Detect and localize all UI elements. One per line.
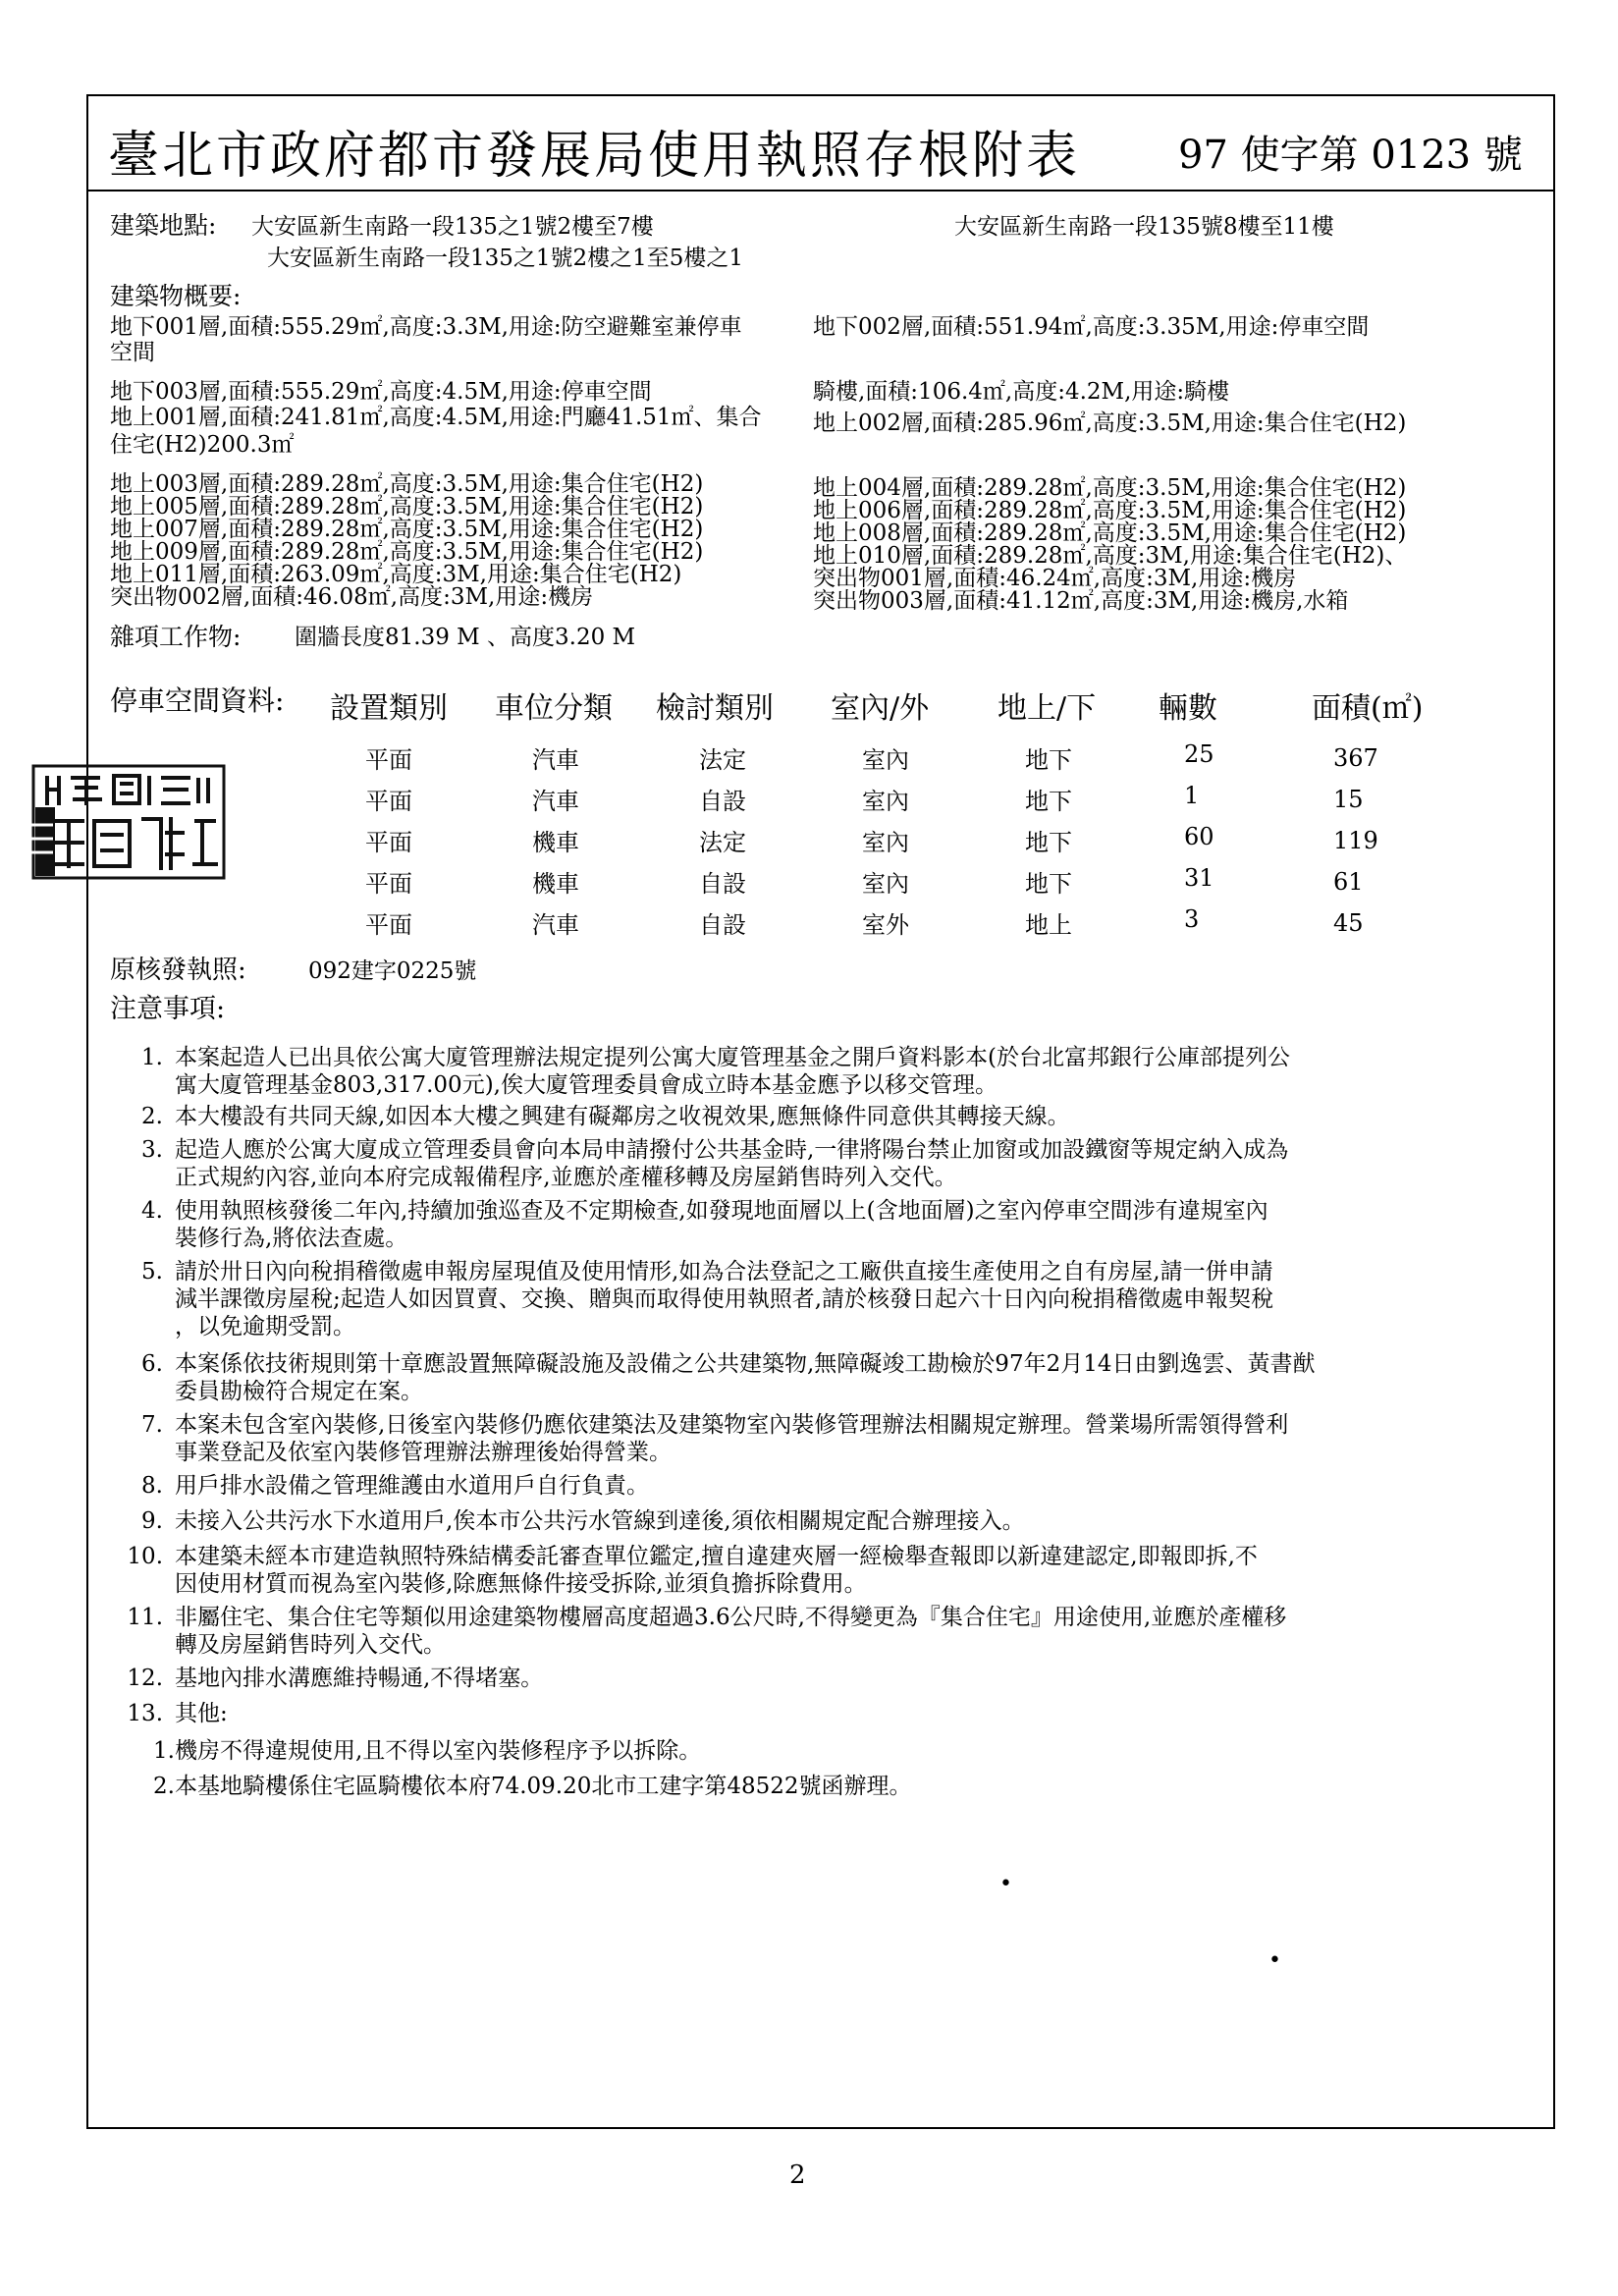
page-number: 2 [789, 2160, 806, 2190]
parking-cell: 室內 [862, 829, 909, 856]
parking-cell: 平面 [365, 911, 412, 939]
parking-cell: 平面 [365, 788, 412, 815]
note-number: 9. [141, 1508, 163, 1534]
note-number: 10. [127, 1544, 163, 1569]
floor-1: 地上001層,面積:241.81㎡,高度:4.5M,用途:門廳41.51㎡、集合 [110, 405, 762, 430]
parking-cell: 法定 [699, 829, 746, 856]
note-number: 7. [141, 1412, 163, 1438]
floor-11: 地上011層,面積:263.09㎡,高度:3M,用途:集合住宅(H2) [110, 562, 682, 587]
parking-cell: 地下 [1025, 746, 1072, 774]
note-line: 其他: [175, 1701, 228, 1726]
floor-5: 地上005層,面積:289.28㎡,高度:3.5M,用途:集合住宅(H2) [110, 494, 704, 519]
penthouse-1: 突出物001層,面積:46.24㎡,高度:3M,用途:機房 [813, 566, 1297, 591]
site-address-3: 大安區新生南路一段135之1號2樓之1至5樓之1 [267, 246, 744, 271]
penthouse-2: 突出物002層,面積:46.08㎡,高度:3M,用途:機房 [110, 584, 594, 610]
floor-3: 地上003層,面積:289.28㎡,高度:3.5M,用途:集合住宅(H2) [110, 471, 704, 497]
note-number: 8. [141, 1473, 163, 1499]
note-line: ，以免逾期受罰。 [175, 1314, 355, 1339]
arcade: 騎樓,面積:106.4㎡,高度:4.2M,用途:騎樓 [813, 379, 1230, 405]
note-line: 正式規約內容,並向本府完成報備程序,並應於產權移轉及房屋銷售時列入交代。 [175, 1165, 957, 1190]
floor-1-cont: 住宅(H2)200.3㎡ [110, 432, 295, 458]
floor-9: 地上009層,面積:289.28㎡,高度:3.5M,用途:集合住宅(H2) [110, 539, 704, 565]
note-line: 基地內排水溝應維持暢通,不得堵塞。 [175, 1666, 544, 1691]
parking-cell: 室內 [862, 746, 909, 774]
parking-cell: 汽車 [532, 788, 579, 815]
misc-value: 圍牆長度81.39 M 、高度3.20 M [295, 625, 636, 650]
note-line: 非屬住宅、集合住宅等類似用途建築物樓層高度超過3.6公尺時,不得變更為『集合住宅』用途使用,並應於產權移 [175, 1605, 1287, 1630]
parking-cell: 機車 [532, 829, 579, 856]
note-number: 5. [141, 1259, 163, 1285]
note-line: 本案未包含室內裝修,日後室內裝修仍應依建築法及建築物室內裝修管理辦法相關規定辦理。營業場所需領得營利 [175, 1412, 1289, 1438]
floor-7: 地上007層,面積:289.28㎡,高度:3.5M,用途:集合住宅(H2) [110, 517, 704, 542]
floor-6: 地上006層,面積:289.28㎡,高度:3.5M,用途:集合住宅(H2) [813, 498, 1407, 523]
overview-label: 建築物概要: [110, 282, 242, 310]
note-line: 裝修行為,將依法查處。 [175, 1226, 408, 1251]
parking-cell: 自設 [699, 911, 746, 939]
note-number: 13. [127, 1701, 163, 1726]
note-line: 本建築未經本市建造執照特殊結構委託審查單位鑑定,擅自違建夾層一經檢舉查報即以新違建認定,即報即拆,不 [175, 1544, 1258, 1569]
note-line: 轉及房屋銷售時列入交代。 [175, 1632, 446, 1658]
parking-cell: 15 [1333, 786, 1364, 813]
note-line: 本案係依技術規則第十章應設置無障礙設施及設備之公共建築物,無障礙竣工勘檢於97年2月14日由劉逸雲、黃書猷 [175, 1351, 1316, 1377]
parking-header-vehicle: 車位分類 [495, 691, 613, 726]
note-line: 起造人應於公寓大廈成立管理委員會向本局申請撥付公共基金時,一律將陽台禁止加窗或加設鐵窗等規定納入成為 [175, 1137, 1289, 1163]
parking-header-review: 檢討類別 [656, 691, 774, 726]
note-other-2: 2.本基地騎樓係住宅區騎樓依本府74.09.20北市工建字第48522號函辦理。 [153, 1774, 912, 1799]
parking-cell: 汽車 [532, 746, 579, 774]
parking-cell: 3 [1184, 905, 1200, 933]
original-permit-label: 原核發執照: [110, 956, 246, 985]
note-line: 本案起造人已出具依公寓大廈管理辦法規定提列公寓大廈管理基金之開戶資料影本(於台北富邦銀行公庫部提列公 [175, 1045, 1290, 1070]
parking-cell: 地下 [1025, 788, 1072, 815]
parking-cell: 45 [1333, 909, 1364, 937]
parking-cell: 地上 [1025, 911, 1072, 939]
floor-10: 地上010層,面積:289.28㎡,高度:3M,用途:集合住宅(H2)、 [813, 543, 1408, 569]
floor-2: 地上002層,面積:285.96㎡,高度:3.5M,用途:集合住宅(H2) [813, 410, 1407, 436]
title-divider [86, 190, 1553, 191]
parking-cell: 機車 [532, 870, 579, 898]
parking-cell: 119 [1333, 827, 1378, 854]
parking-cell: 地下 [1025, 829, 1072, 856]
parking-header-indoor: 室內/外 [831, 691, 930, 726]
note-number: 2. [141, 1104, 163, 1129]
parking-cell: 地下 [1025, 870, 1072, 898]
floor-b2: 地下002層,面積:551.94㎡,高度:3.35M,用途:停車空間 [813, 314, 1370, 340]
parking-cell: 自設 [699, 788, 746, 815]
parking-cell: 25 [1184, 740, 1214, 768]
parking-cell: 1 [1184, 782, 1200, 809]
site-address-2: 大安區新生南路一段135號8樓至11樓 [954, 214, 1334, 240]
note-line: 因使用材質而視為室內裝修,除應無條件接受拆除,並須負擔拆除費用。 [175, 1571, 867, 1597]
parking-cell: 367 [1333, 744, 1378, 772]
parking-cell: 自設 [699, 870, 746, 898]
note-number: 1. [141, 1045, 163, 1070]
parking-header-type: 設置類別 [330, 691, 448, 726]
misc-label: 雜項工作物: [110, 623, 242, 651]
note-line: 委員勘檢符合規定在案。 [175, 1379, 423, 1404]
original-permit-value: 092建字0225號 [308, 958, 477, 984]
note-line: 用戶排水設備之管理維護由水道用戶自行負責。 [175, 1473, 649, 1499]
note-number: 11. [127, 1605, 163, 1630]
floor-8: 地上008層,面積:289.28㎡,高度:3.5M,用途:集合住宅(H2) [813, 520, 1407, 546]
parking-cell: 平面 [365, 829, 412, 856]
note-line: 事業登記及依室內裝修管理辦法辦理後始得營業。 [175, 1440, 672, 1465]
parking-header-area: 面積(㎡) [1312, 691, 1424, 726]
note-line: 未接入公共污水下水道用戶,俟本市公共污水管線到達後,須依相關規定配合辦理接入。 [175, 1508, 1025, 1534]
floor-4: 地上004層,面積:289.28㎡,高度:3.5M,用途:集合住宅(H2) [813, 475, 1407, 501]
note-other-1: 1.機房不得違規使用,且不得以室內裝修程序予以拆除。 [153, 1738, 702, 1764]
parking-cell: 室內 [862, 870, 909, 898]
note-number: 6. [141, 1351, 163, 1377]
parking-cell: 平面 [365, 870, 412, 898]
note-number: 12. [127, 1666, 163, 1691]
parking-cell: 室內 [862, 788, 909, 815]
site-label: 建築地點: [110, 211, 217, 240]
note-line: 減半課徵房屋稅;起造人如因買賣、交換、贈與而取得使用執照者,請於核發日起六十日內向稅捐稽徵處申報契稅 [175, 1286, 1274, 1312]
floor-b1-cont: 空間 [110, 340, 155, 365]
floor-b1: 地下001層,面積:555.29㎡,高度:3.3M,用途:防空避難室兼停車 [110, 314, 742, 340]
parking-cell: 汽車 [532, 911, 579, 939]
note-number: 3. [141, 1137, 163, 1163]
parking-cell: 60 [1184, 823, 1214, 850]
notes-label: 注意事項: [110, 994, 226, 1024]
scan-dot: • [1268, 1948, 1281, 1973]
parking-cell: 室外 [862, 911, 909, 939]
scan-dot: • [999, 1872, 1012, 1896]
penthouse-3: 突出物003層,面積:41.12㎡,高度:3M,用途:機房,水箱 [813, 588, 1349, 614]
note-line: 本大樓設有共同天線,如因本大樓之興建有礙鄰房之收視效果,應無條件同意供其轉接天線。 [175, 1104, 1070, 1129]
parking-cell: 61 [1333, 868, 1364, 896]
note-line: 寓大廈管理基金803,317.00元),俟大廈管理委員會成立時本基金應予以移交管理。 [175, 1072, 998, 1098]
parking-cell: 平面 [365, 746, 412, 774]
floor-b3: 地下003層,面積:555.29㎡,高度:4.5M,用途:停車空間 [110, 379, 652, 405]
parking-header-level: 地上/下 [998, 691, 1097, 726]
permit-number: 97 使字第 0123 號 [1178, 133, 1523, 178]
seal-stamp [26, 760, 230, 884]
site-address-1: 大安區新生南路一段135之1號2樓至7樓 [251, 214, 654, 240]
parking-label: 停車空間資料: [110, 684, 285, 717]
parking-cell: 法定 [699, 746, 746, 774]
parking-cell: 31 [1184, 864, 1214, 892]
document-title: 臺北市政府都市發展局使用執照存根附表 [108, 127, 1081, 186]
note-line: 請於卅日內向稅捐稽徵處申報房屋現值及使用情形,如為合法登記之工廠供直接生產使用之自有房屋,請一併申請 [175, 1259, 1273, 1285]
note-line: 使用執照核發後二年內,持續加強巡查及不定期檢查,如發現地面層以上(含地面層)之室內停車空間涉有違規室內 [175, 1198, 1268, 1224]
parking-header-count: 輛數 [1159, 691, 1217, 726]
note-number: 4. [141, 1198, 163, 1224]
